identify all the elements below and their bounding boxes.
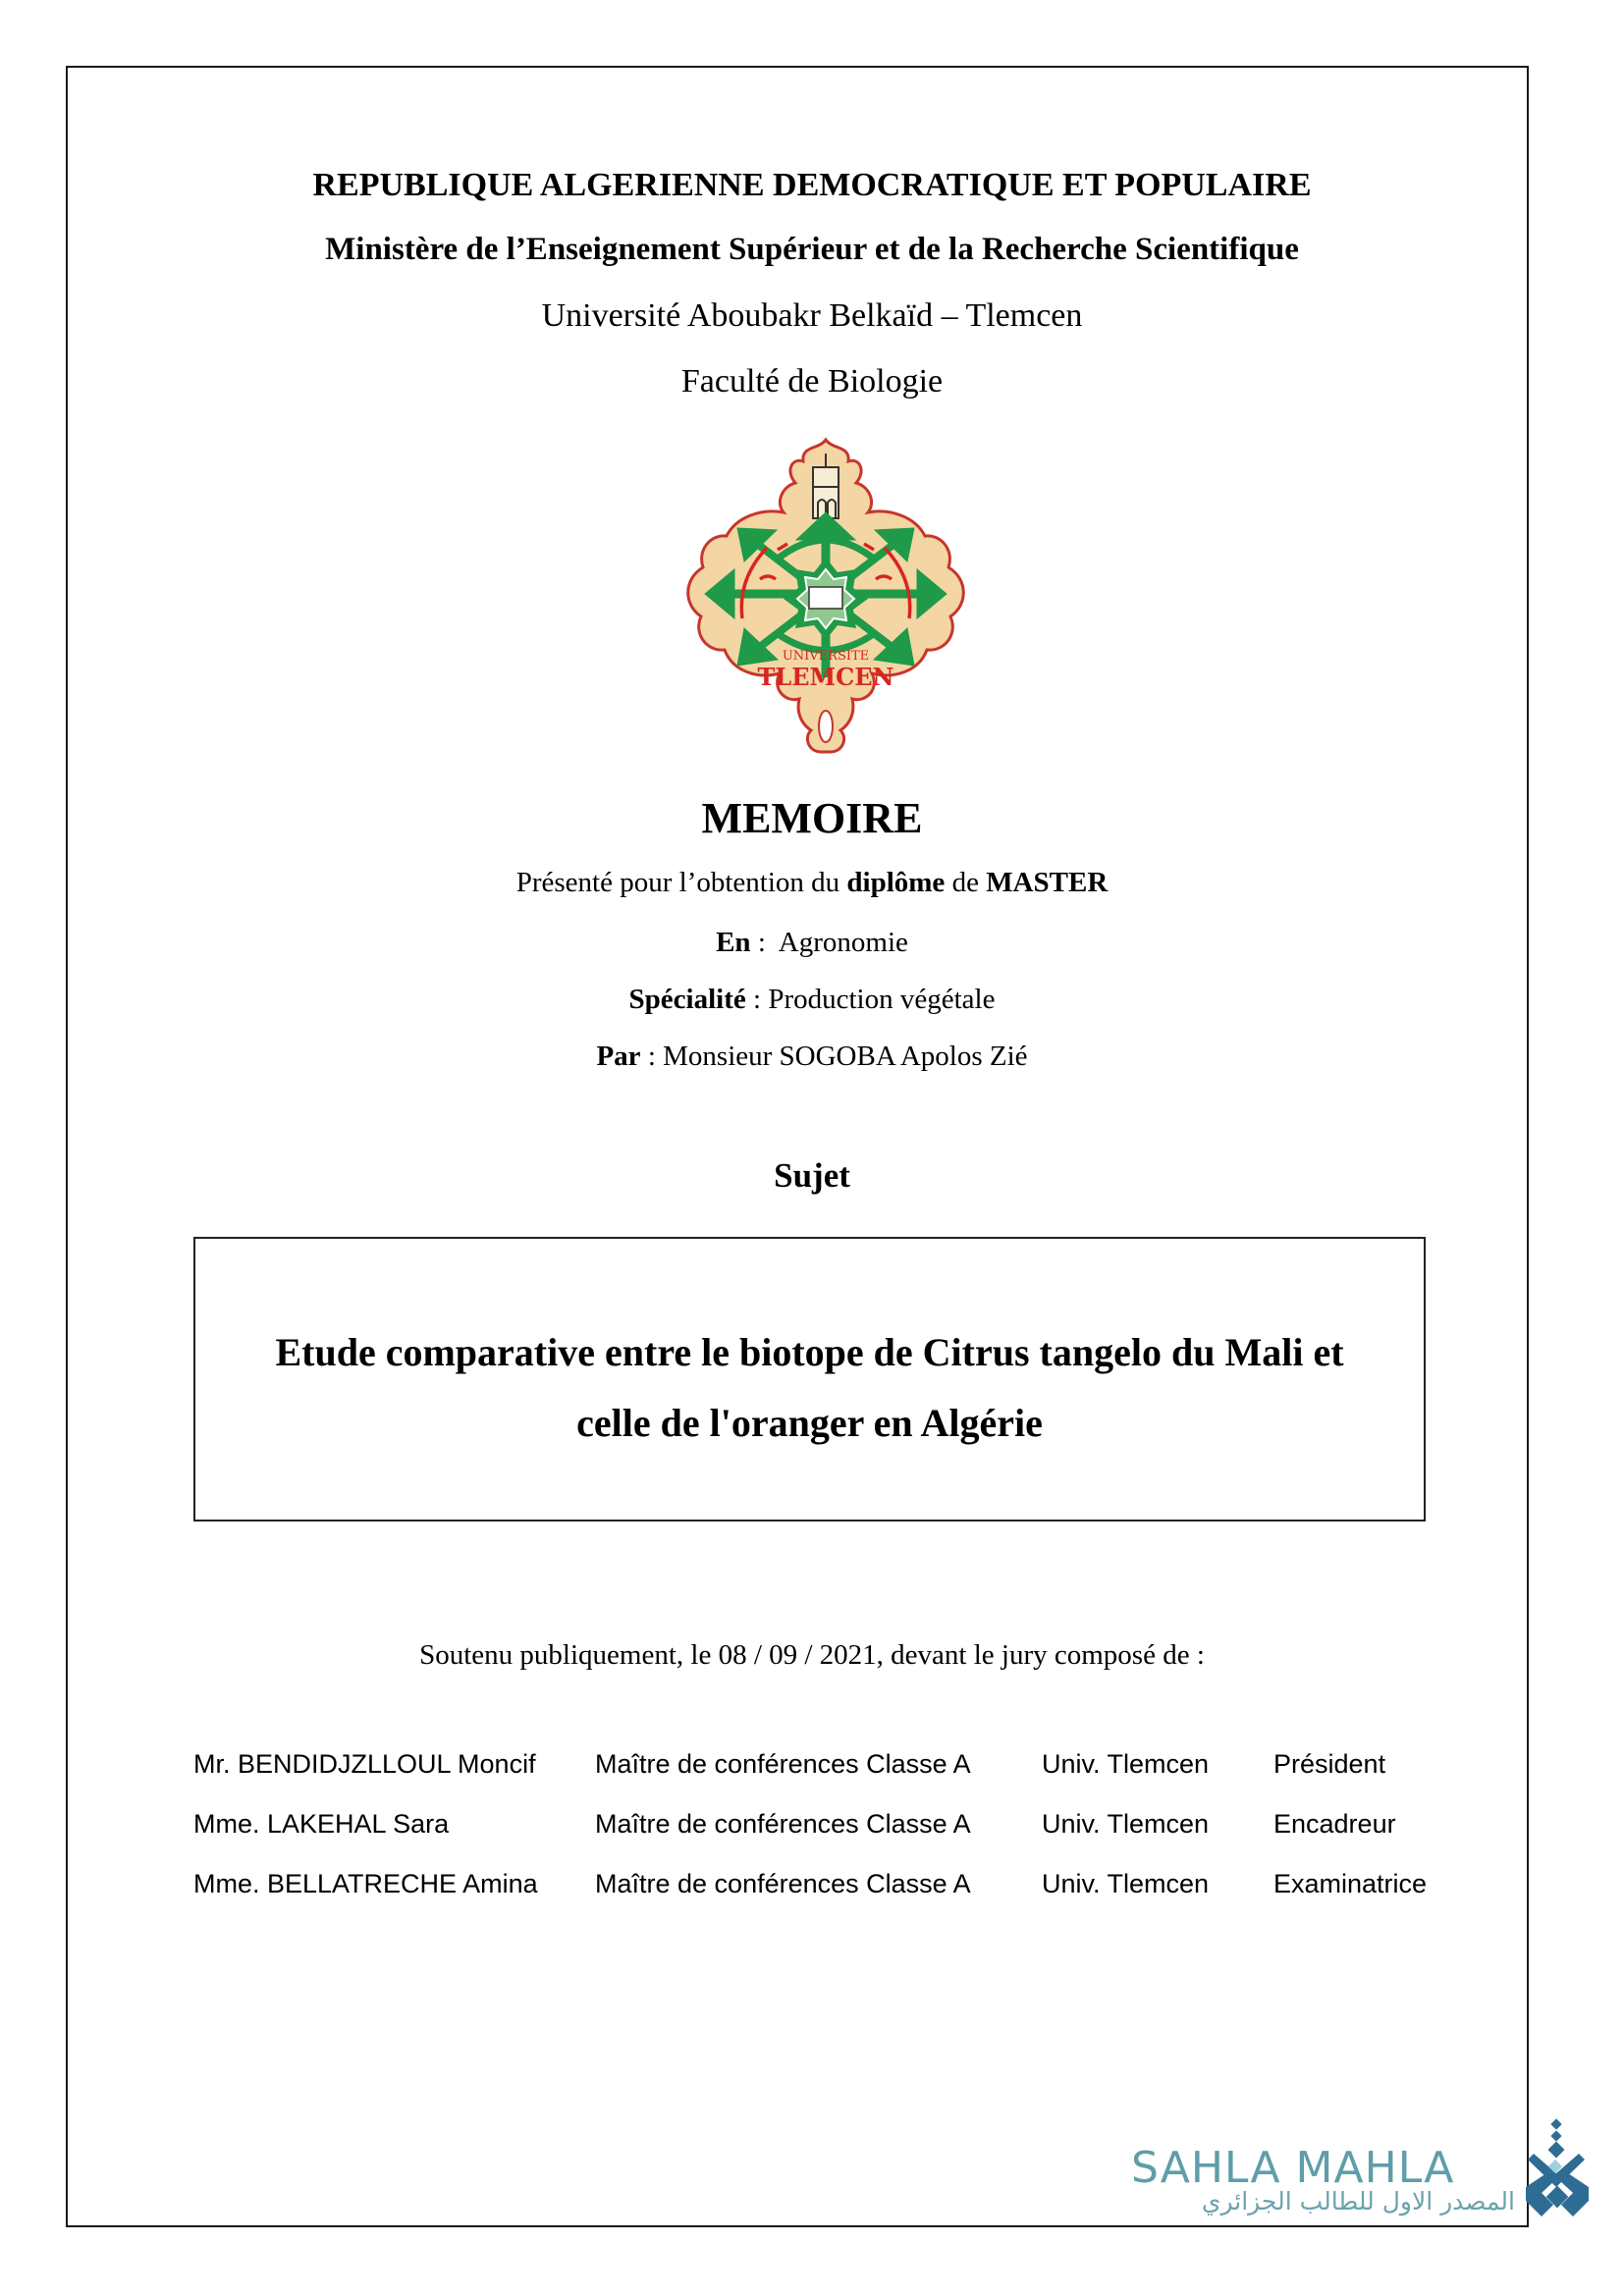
subject-heading: Sujet	[774, 1156, 850, 1195]
jury-rank: Maître de conférences Classe A	[595, 1809, 971, 1839]
jury-rank: Maître de conférences Classe A	[595, 1869, 971, 1898]
republic-heading: REPUBLIQUE ALGERIENNE DEMOCRATIQUE ET POPULAIRE	[312, 167, 1312, 203]
jury-rank: Maître de conférences Classe A	[595, 1749, 971, 1779]
jury-role: Président	[1273, 1749, 1386, 1779]
jury-row	[0, 1809, 1624, 1842]
subject-title-line-2: celle de l'oranger en Algérie	[576, 1401, 1043, 1445]
specialty-label: Spécialité	[628, 984, 746, 1015]
jury-name: Mr. BENDIDJZLLOUL Moncif	[193, 1749, 536, 1779]
field-separator: :	[750, 927, 779, 958]
star-emblem	[784, 558, 868, 640]
presented-for-line	[0, 869, 1624, 897]
jury-role: Examinatrice	[1273, 1869, 1428, 1898]
book-icon	[809, 587, 842, 609]
university-name: Université Aboubakr Belkaïd – Tlemcen	[541, 297, 1083, 334]
crest-text-tlemcen: TLEMCEN	[757, 663, 894, 691]
specialty-line	[0, 986, 1624, 1014]
watermark-emblem-icon	[1520, 2118, 1595, 2220]
watermark-tagline: المصدر الاول للطالب الجزائري	[1201, 2187, 1515, 2216]
specialty-value: Production végétale	[768, 984, 996, 1015]
defense-statement: Soutenu publiquement, le 08 / 09 / 2021, devant le jury composé de :	[419, 1639, 1205, 1671]
specialty-separator: :	[745, 984, 769, 1015]
subject-box	[193, 1237, 1426, 1522]
jury-row	[0, 1869, 1624, 1902]
field-line	[0, 929, 1624, 957]
field-value: Agronomie	[778, 927, 908, 958]
university-crest-logo	[683, 432, 968, 756]
faculty-name: Faculté de Biologie	[680, 363, 944, 400]
author-label: Par	[596, 1041, 641, 1072]
author-name: Monsieur SOGOBA Apolos Zié	[663, 1041, 1028, 1072]
jury-role: Encadreur	[1273, 1809, 1396, 1839]
crest-text-universite: UNIVERSITE	[782, 649, 870, 664]
presented-prefix: Présenté pour l’obtention du	[515, 867, 847, 898]
watermark-brand: SAHLA MAHLA	[1131, 2143, 1455, 2193]
ministry-heading: Ministère de l’Enseignement Supérieur et de la Recherche Scientifique	[325, 232, 1299, 267]
diploma-word: diplôme	[846, 867, 946, 898]
jury-name: Mme. LAKEHAL Sara	[193, 1809, 450, 1839]
subject-title	[195, 1317, 1424, 1459]
degree-level: MASTER	[986, 867, 1109, 898]
presented-mid: de	[945, 867, 987, 898]
crest-bottom-ornament	[819, 711, 833, 742]
subject-title-line-1: Etude comparative entre le biotope de Citrus tangelo du Mali et	[275, 1330, 1344, 1374]
jury-institution: Univ. Tlemcen	[1042, 1869, 1210, 1898]
jury-row	[0, 1749, 1624, 1783]
author-separator: :	[640, 1041, 664, 1072]
jury-institution: Univ. Tlemcen	[1042, 1809, 1210, 1839]
jury-name: Mme. BELLATRECHE Amina	[193, 1869, 538, 1898]
field-label: En	[716, 927, 751, 958]
document-type-title: MEMOIRE	[701, 794, 923, 842]
author-line	[0, 1042, 1624, 1071]
jury-institution: Univ. Tlemcen	[1042, 1749, 1210, 1779]
